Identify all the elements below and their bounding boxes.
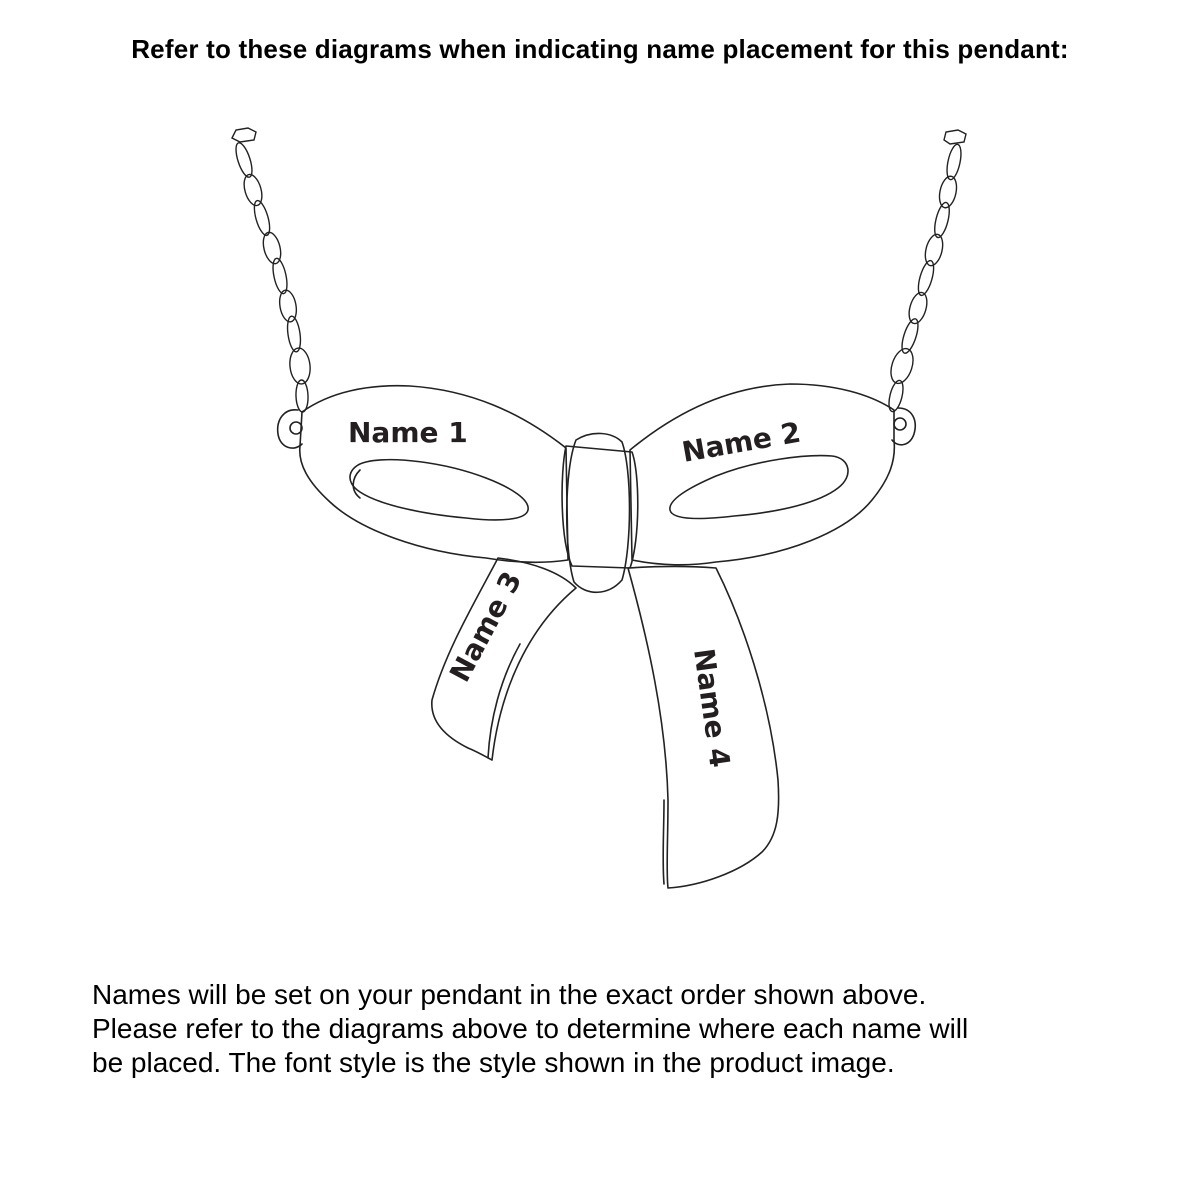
instructions-line-2: Please refer to the diagrams above to determine where each name will — [92, 1013, 969, 1044]
name-2-label: Name 2 — [679, 415, 804, 469]
bow-left-loop — [300, 386, 568, 562]
bow-knot — [562, 433, 638, 592]
name-1-label: Name 1 — [348, 416, 468, 449]
name-4-label: Name 4 — [687, 646, 737, 770]
name-3-label: Name 3 — [443, 566, 529, 688]
instructions-text — [92, 978, 1112, 1080]
bow-right-loop — [630, 384, 894, 565]
left-bail — [278, 410, 302, 448]
instructions-line-3: be placed. The font style is the style shown in the product image. — [92, 1047, 895, 1078]
right-chain — [886, 130, 966, 413]
right-bail — [892, 408, 915, 445]
page-heading: Refer to these diagrams when indicating name placement for this pendant: — [131, 34, 1069, 64]
bow-left-loop-hole — [350, 460, 528, 520]
left-chain — [232, 128, 312, 412]
instructions-line-1: Names will be set on your pendant in the exact order shown above. — [92, 979, 927, 1010]
